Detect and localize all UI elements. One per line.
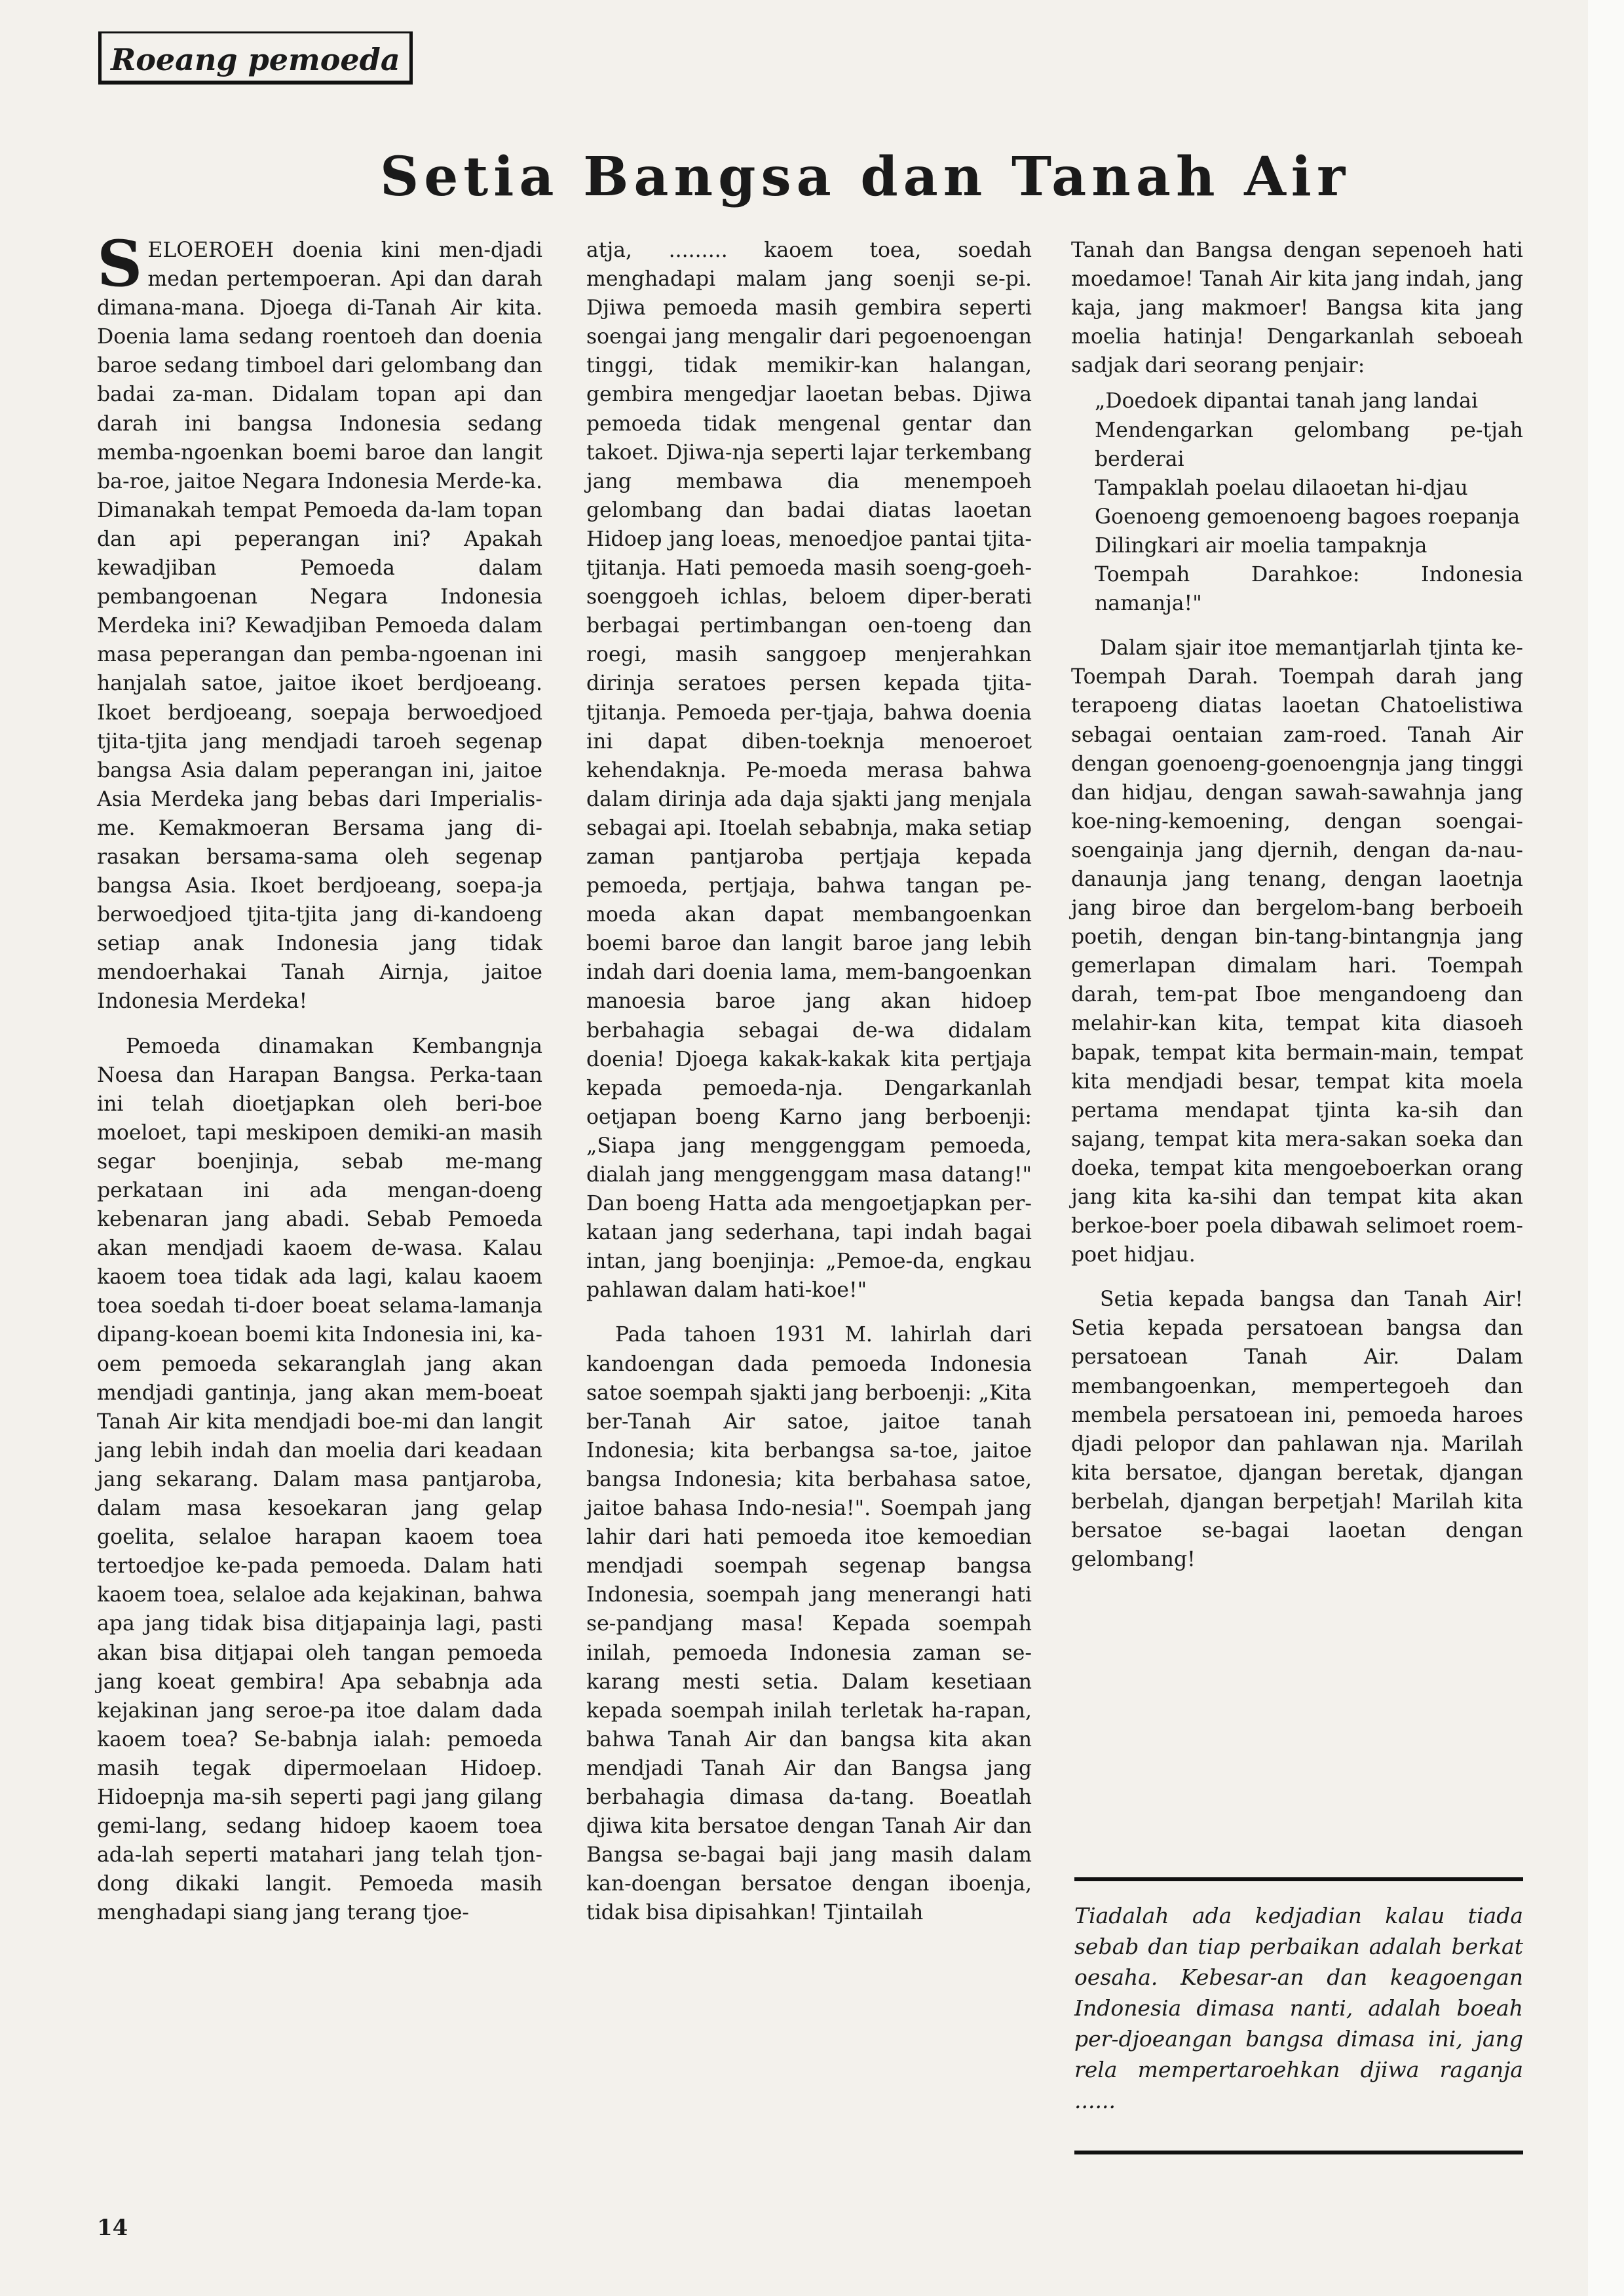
verse-line: Tampaklah poelau dilaoetan hi-djau bbox=[1095, 476, 1468, 500]
page-edge bbox=[1588, 0, 1624, 2296]
verse-line: „Doedoek dipantai tanah jang landai bbox=[1095, 389, 1479, 413]
section-label: Roeang pemoeda bbox=[111, 42, 400, 77]
quote-rule-top bbox=[1074, 1877, 1523, 1881]
verse-line: Mendengarkan gelombang pe-tjah berderai bbox=[1095, 418, 1523, 471]
article-title: Setia Bangsa dan Tanah Air bbox=[380, 145, 1351, 208]
page-number: 14 bbox=[97, 2215, 128, 2241]
paragraph: Pada tahoen 1931 M. lahirlah dari kandoengan dada pemoeda Indonesia satoe soempah sjakti jang berboenji: „Kita ber-Tanah Air satoe, jaitoe tanah Indonesia; kita berbangsa sa-toe, jaitoe bangsa Indonesia; kita berbahasa satoe, jaitoe bahasa Indo-nesia!". Soempah jang lahir dari hati pemoeda itoe kemoedian mendjadi soempah segenap bangsa Indonesia, soempah jang menerangi hati se-pandjang masa! Kepada soempah inilah, pemoeda Indonesia zaman se-karang mesti setia. Dalam kesetiaan kepada soempah inilah terletak ha-rapan, bahwa Tanah Air dan bangsa kita akan mendjadi Tanah Air dan Bangsa jang berbahagia dimasa da-tang. Boeatlah djiwa kita bersatoe dengan Tanah Air dan Bangsa se-bagai baji jang masih dalam kan-doengan bersatoe dengan iboenja, tidak bisa dipisahkan! Tjintailah bbox=[586, 1323, 1032, 1925]
pull-quote: Tiadalah ada kedjadian kalau tiada sebab dan tiap perbaikan adalah berkat oesaha. Kebesar-an dan keagoengan Indonesia dimasa nanti, adalah boeah per-djoeangan bangsa dimasa ini, jang rela mempertaroehkan djiwa raganja ...... bbox=[1074, 1903, 1523, 2113]
quote-rule-bottom bbox=[1074, 2151, 1523, 2154]
drop-cap: S bbox=[97, 227, 143, 301]
article-column-2 bbox=[586, 236, 1032, 1927]
verse-line: Toempah Darahkoe: Indonesia namanja!" bbox=[1095, 563, 1523, 616]
article-column-1 bbox=[97, 227, 542, 1927]
section-masthead bbox=[98, 31, 413, 85]
paragraph: Tanah dan Bangsa dengan sepenoeh hati moedamoe! Tanah Air kita jang indah, jang kaja, jang makmoer! Bangsa kita jang moelia hatinja! Dengarkanlah seboeah sadjak dari seorang penjair: bbox=[1071, 239, 1523, 378]
article-column-3 bbox=[1071, 236, 1523, 1574]
paragraph-text: ELOEROEH doenia kini men-djadi medan pertempoeran. Api dan darah dimana-mana. Djoega di-Tanah Air kita. Doenia lama sedang roentoeh dan doenia baroe sedang timboel dari gelombang dan badai za-man. Didalam topan api dan darah ini bangsa Indonesia sedang memba-ngoenkan boemi baroe dan langit ba-roe, jaitoe Negara Indonesia Merde-ka. Dimanakah tempat Pemoeda da-lam topan dan api peperangan ini? Apakah kewadjiban Pemoeda dalam pembangoenan Negara Indonesia Merdeka ini? Kewadjiban Pemoeda dalam masa peperangan dan pemba-ngoenan ini hanjalah satoe, jaitoe ikoet berdjoeang. Ikoet berdjoeang, soepaja berwoedjoed tjita-tjita jang mendjadi taroeh segenap bangsa Asia dalam peperangan ini, jaitoe Asia Merdeka jang bebas dari Imperialis-me. Kemakmoeran Bersama jang di-rasakan bersama-sama oleh segenap bangsa Asia. Ikoet berdjoeang, soepa-ja berwoedjoed tjita-tjita jang di-kandoeng setiap anak Indonesia jang tidak mendoerhakai Tanah Airnja, jaitoe Indonesia Merdeka! bbox=[97, 239, 542, 1014]
paragraph: Dalam sjair itoe memantjarlah tjinta ke-Toempah Darah. Toempah darah jang terapoeng diatas laoetan Chatoelistiwa sebagai oentaian zam-roed. Tanah Air dengan goenoeng-goenoengnja jang tinggi dan hidjau, dengan sawah-sawahnja jang koe-ning-kemoening, dengan soengai-soengainja jang djernih, dengan da-nau-danaunja jang tenang, dengan laoetnja jang biroe dan bergelom-bang berboeih poetih, dengan bin-tang-bintangnja jang gemerlapan dimalam hari. Toempah darah, tem-pat Iboe mengandoeng dan melahir-kan kita, tempat kita diasoeh bapak, tempat kita bermain-main, tempat kita mendjadi besar, tempat kita moela pertama mendapat tjinta ka-sih dan sajang, tempat kita mera-sakan soeka dan doeka, tempat kita mengoeboerkan orang jang kita ka-sihi dan tempat kita akan berkoe-boer poela dibawah selimoet roem-poet hidjau. bbox=[1071, 636, 1523, 1267]
verse-line: Dilingkari air moelia tampaknja bbox=[1095, 533, 1427, 558]
paragraph: Setia kepada bangsa dan Tanah Air! Setia kepada persatoean bangsa dan persatoean Tanah Air. Dalam membangoenkan, mempertegoeh dan membela persatoean ini, pemoeda haroes djadi pelopor dan pahlawan nja. Marilah kita bersatoe, djangan beretak, djangan berbelah, djangan berpetjah! Marilah kita bersatoe se-bagai laoetan dengan gelombang! bbox=[1071, 1288, 1523, 1572]
paragraph: Pemoeda dinamakan Kembangnja Noesa dan Harapan Bangsa. Perka-taan ini telah dioetjapkan oleh beri-boe moeloet, tapi meskipoen demiki-an masih segar boenjinja, sebab me-mang perkataan ini ada mengan-doeng kebenaran jang abadi. Sebab Pemoeda akan mendjadi kaoem de-wasa. Kalau kaoem toea tidak ada lagi, kalau kaoem toea soedah ti-doer boeat selama-lamanja dipang-koean boemi kita Indonesia ini, ka-oem pemoeda sekaranglah jang akan mendjadi gantinja, jang akan mem-boeat Tanah Air kita mendjadi boe-mi dan langit jang lebih indah dan moelia dari keadaan jang sekarang. Dalam masa pantjaroba, dalam masa kesoekaran jang gelap goelita, selaloe harapan kaoem toea tertoedjoe ke-pada pemoeda. Dalam hati kaoem toea, selaloe ada kejakinan, bahwa apa jang tidak bisa ditjapainja lagi, pasti akan bisa ditjapai oleh tangan pemoeda jang koeat gembira! Apa sebabnja ada kejakinan jang seroe-pa itoe dalam dada kaoem toea? Se-babnja ialah: pemoeda masih tegak dipermoelaan Hidoep. Hidoepnja ma-sih seperti pagi jang gilang gemi-lang, sedang hidoep kaoem toea ada-lah seperti matahari jang telah tjon-dong dikaki langit. Pemoeda masih menghadapi siang jang terang tjoe- bbox=[97, 1034, 542, 1925]
paragraph bbox=[97, 227, 542, 1016]
paragraph: atja, ......... kaoem toea, soedah menghadapi malam jang soenji se-pi. Djiwa pemoeda masih gembira seperti soengai jang mengalir dari pegoenoengan tinggi, tidak memikir-kan halangan, gembira mengedjar laoetan bebas. Djiwa pemoeda tidak mengenal gentar dan takoet. Djiwa-nja seperti lajar terkembang jang membawa dia menempoeh gelombang dan badai diatas laoetan Hidoep jang loeas, menoedjoe pantai tjita-tjitanja. Hati pemoeda masih soeng-goeh-soenggoeh ichlas, beloem diper-berati berbagai pertimbangan oen-toeng dan roegi, masih sanggoep menjerahkan dirinja seratoes persen kepada tjita-tjitanja. Pemoeda per-tjaja, bahwa doenia ini dapat diben-toeknja menoeroet kehendaknja. Pe-moeda merasa bahwa dalam dirinja ada daja sjakti jang menjala sebagai api. Itoelah sebabnja, maka setiap zaman pantjaroba pertjaja kepada pemoeda, pertjaja, bahwa tangan pe-moeda akan dapat membangoenkan boemi baroe dan langit baroe jang lebih indah dari doenia lama, mem-bangoenkan manoesia baroe jang akan hidoep berbahagia sebagai de-wa didalam doenia! Djoega kakak-kakak kita pertjaja kepada pemoeda-nja. Dengarkanlah oetjapan boeng Karno jang berboenji: „Siapa jang menggenggam pemoeda, dialah jang menggenggam masa datang!" Dan boeng Hatta ada mengoetjapkan per-kataan jang sederhana, tapi indah bagai intan, jang boenjinja: „Pemoe-da, engkau pahlawan dalam hati-koe!" bbox=[586, 239, 1032, 1303]
verse-line: Goenoeng gemoenoeng bagoes roepanja bbox=[1095, 505, 1520, 529]
